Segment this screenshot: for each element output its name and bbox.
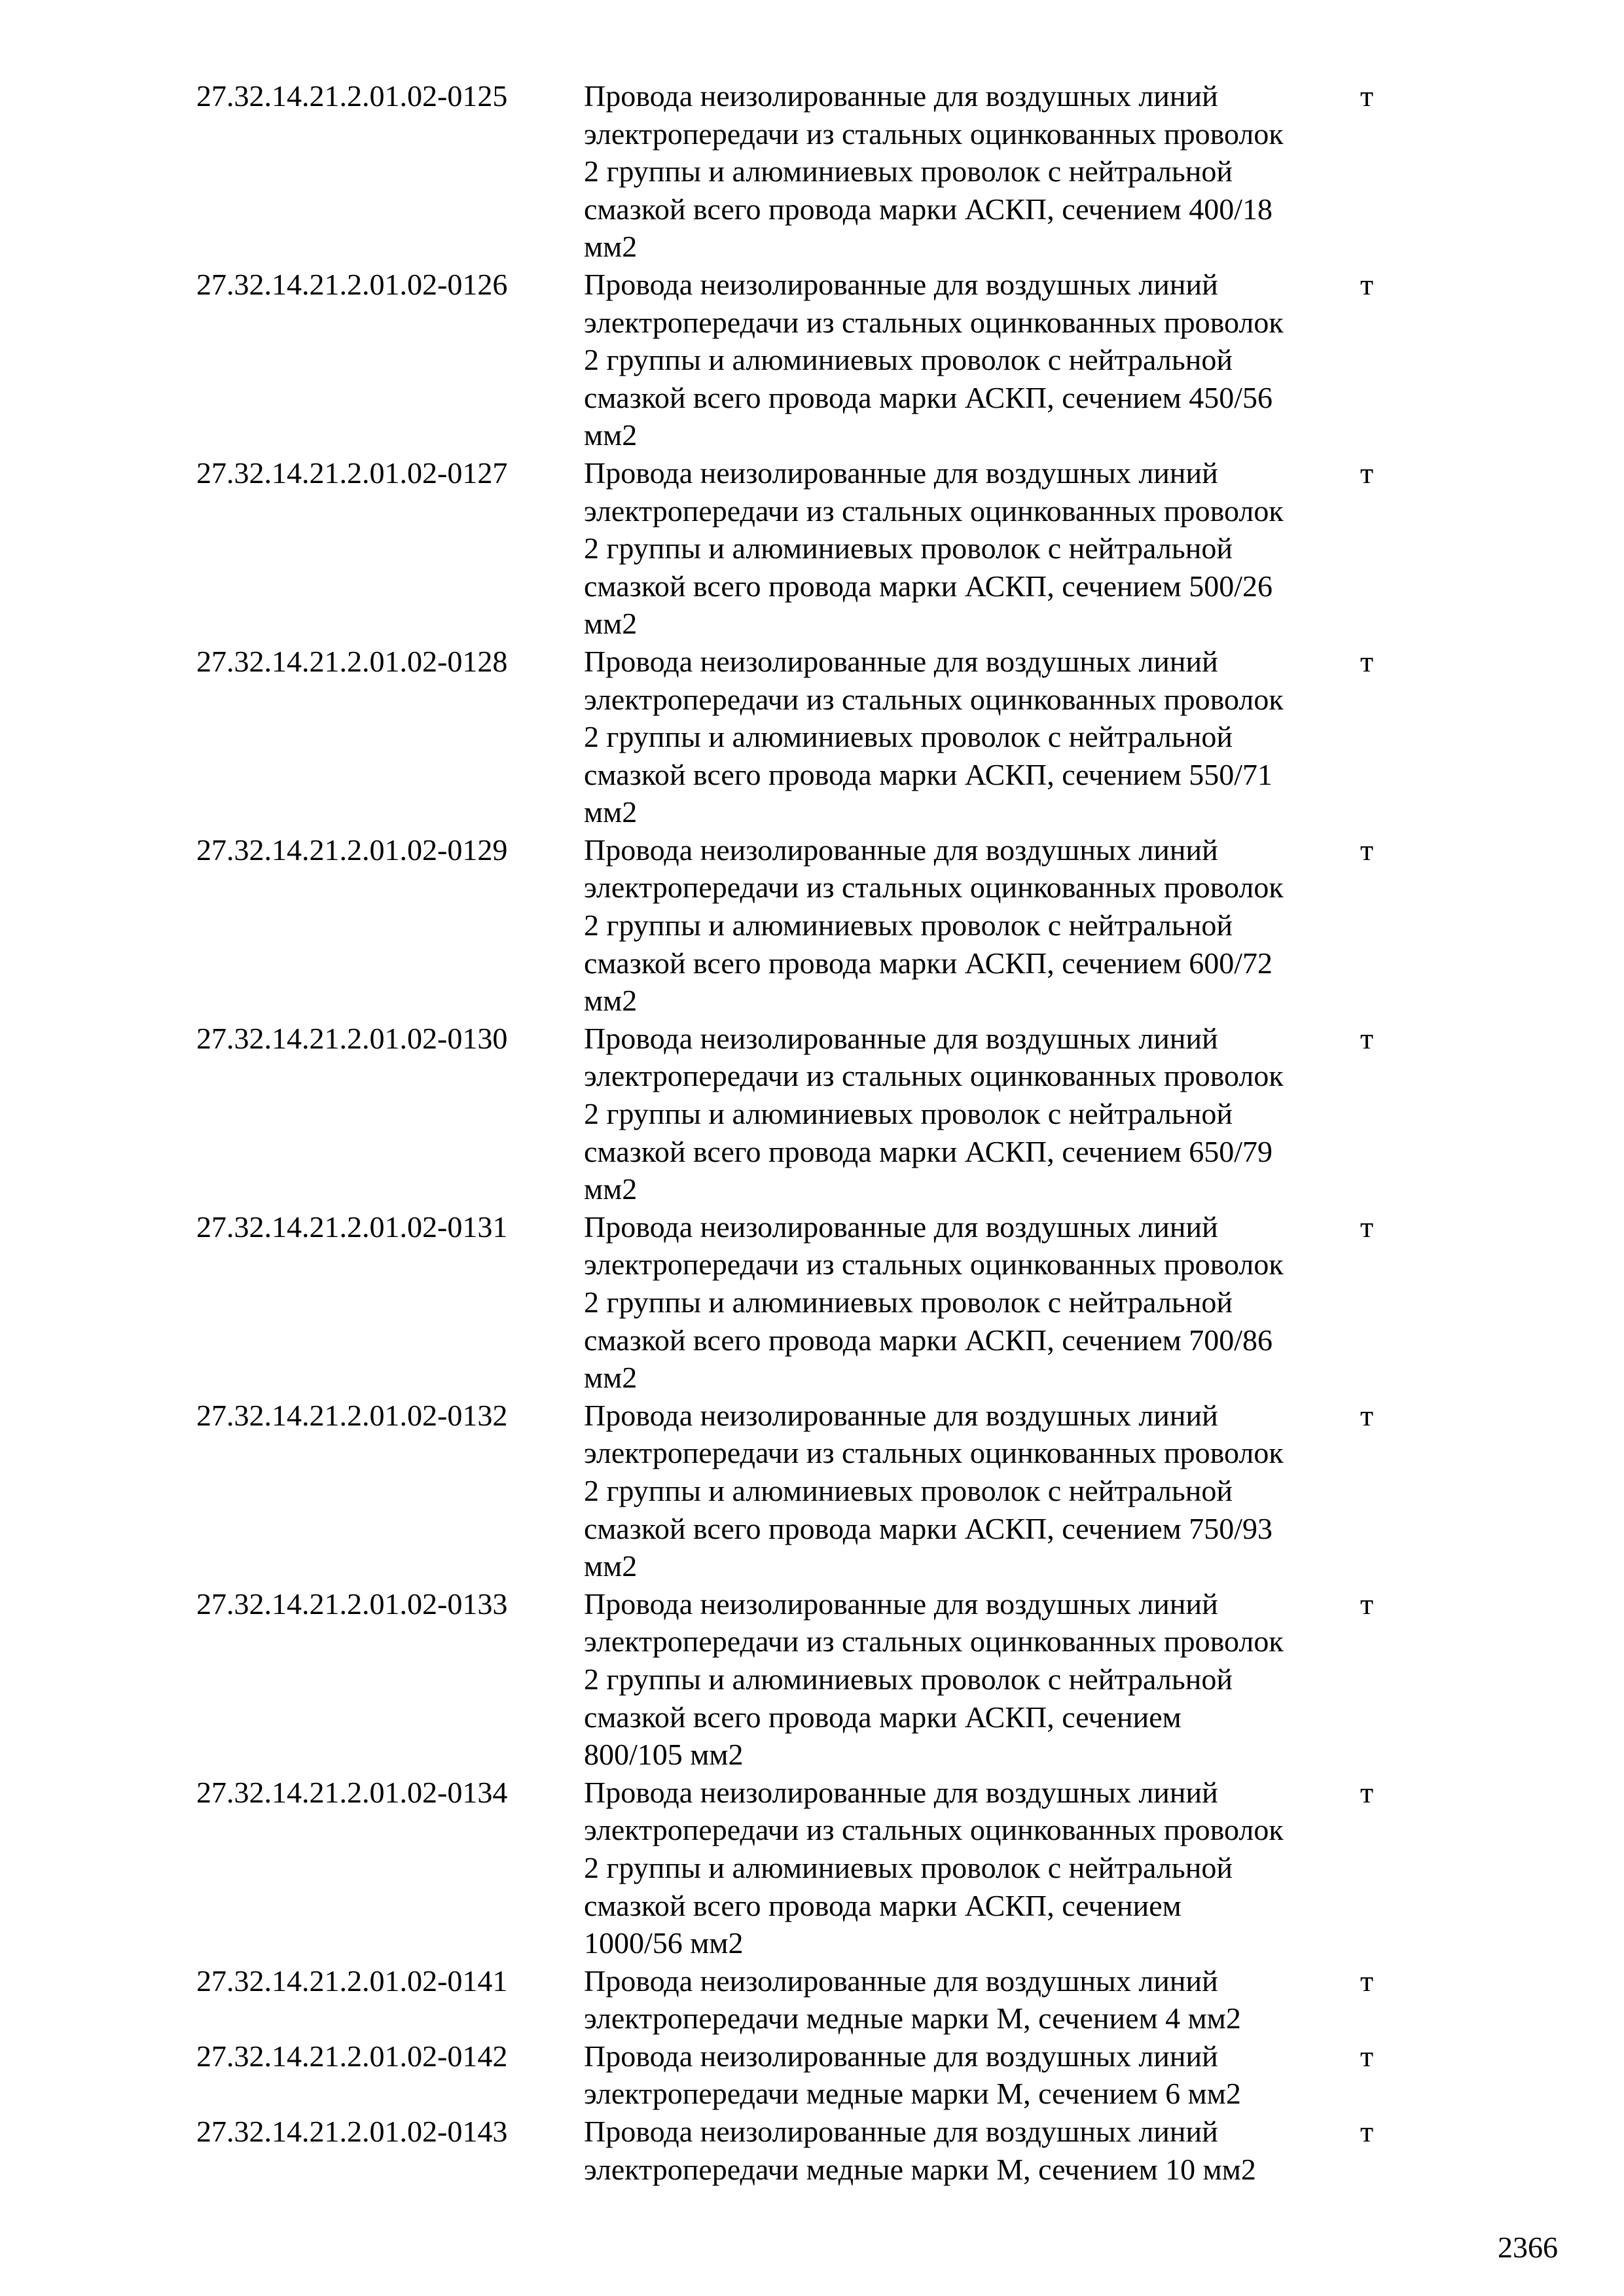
description-line: Провода неизолированные для воздушных линий	[584, 1775, 1218, 1809]
list-item	[196, 1585, 1440, 1774]
list-item	[196, 1020, 1440, 1208]
item-unit: т	[1360, 2115, 1374, 2149]
description-line: электропередачи из стальных оцинкованных проволок	[584, 117, 1284, 151]
description-line: мм2	[584, 418, 638, 452]
item-code: 27.32.14.21.2.01.02-0143	[196, 2115, 508, 2149]
description-line: 2 группы и алюминиевых проволок с нейтральной	[584, 1285, 1233, 1319]
list-item	[196, 1208, 1440, 1397]
description-line: электропередачи медные марки М, сечением 6 мм2	[584, 2077, 1241, 2111]
description-line: 2 группы и алюминиевых проволок с нейтральной	[584, 908, 1233, 942]
item-code: 27.32.14.21.2.01.02-0133	[196, 1587, 508, 1621]
list-item	[196, 454, 1440, 643]
description-line: мм2	[584, 1361, 638, 1395]
description-line: Провода неизолированные для воздушных линий	[584, 833, 1218, 867]
description-line: электропередачи медные марки М, сечением 4 мм2	[584, 2001, 1241, 2036]
item-code: 27.32.14.21.2.01.02-0131	[196, 1210, 508, 1244]
description-line: 2 группы и алюминиевых проволок с нейтральной	[584, 154, 1233, 188]
description-line: электропередачи из стальных оцинкованных проволок	[584, 305, 1284, 339]
description-line: смазкой всего провода марки АСКП, сечением 500/26	[584, 569, 1273, 603]
list-item	[196, 2113, 1440, 2188]
description-line: мм2	[584, 230, 638, 264]
description-line: 2 группы и алюминиевых проволок с нейтральной	[584, 1850, 1233, 1884]
description-line: электропередачи медные марки М, сечением 10 мм2	[584, 2152, 1256, 2186]
description-line: смазкой всего провода марки АСКП, сечением	[584, 1700, 1182, 1734]
description-line: смазкой всего провода марки АСКП, сечением 450/56	[584, 380, 1273, 414]
item-description	[584, 77, 1355, 266]
list-item	[196, 1397, 1440, 1585]
item-unit: т	[1360, 833, 1374, 867]
description-line: 2 группы и алюминиевых проволок с нейтральной	[584, 1097, 1233, 1131]
item-unit: т	[1360, 1775, 1374, 1809]
list-item	[196, 2037, 1440, 2113]
list-item	[196, 266, 1440, 454]
item-unit: т	[1360, 1021, 1374, 1055]
item-description	[584, 831, 1355, 1020]
item-unit: т	[1360, 1587, 1374, 1621]
item-unit: т	[1360, 644, 1374, 678]
description-line: Провода неизолированные для воздушных линий	[584, 1398, 1218, 1432]
item-unit: т	[1360, 267, 1374, 301]
item-code: 27.32.14.21.2.01.02-0129	[196, 833, 508, 867]
description-line: электропередачи из стальных оцинкованных проволок	[584, 682, 1284, 716]
list-item	[196, 1774, 1440, 1962]
item-unit: т	[1360, 1210, 1374, 1244]
item-description	[584, 266, 1355, 454]
description-line: Провода неизолированные для воздушных линий	[584, 644, 1218, 678]
description-line: Провода неизолированные для воздушных линий	[584, 1587, 1218, 1621]
item-unit: т	[1360, 79, 1374, 113]
description-line: мм2	[584, 984, 638, 1018]
description-line: мм2	[584, 1549, 638, 1583]
item-code: 27.32.14.21.2.01.02-0130	[196, 1021, 508, 1055]
description-line: электропередачи из стальных оцинкованных проволок	[584, 1813, 1284, 1847]
description-line: Провода неизолированные для воздушных линий	[584, 1964, 1218, 1998]
item-code: 27.32.14.21.2.01.02-0126	[196, 267, 508, 301]
item-description	[584, 2037, 1355, 2113]
description-line: смазкой всего провода марки АСКП, сечением 650/79	[584, 1134, 1273, 1168]
description-line: смазкой всего провода марки АСКП, сечением 600/72	[584, 946, 1273, 980]
item-unit: т	[1360, 2039, 1374, 2073]
description-line: 800/105 мм2	[584, 1738, 744, 1772]
item-description	[584, 2113, 1355, 2188]
description-line: Провода неизолированные для воздушных линий	[584, 2115, 1218, 2149]
list-item	[196, 1962, 1440, 2037]
description-line: 1000/56 мм2	[584, 1926, 744, 1960]
item-description	[584, 1585, 1355, 1774]
price-list	[196, 77, 1440, 2188]
description-line: Провода неизолированные для воздушных линий	[584, 79, 1218, 113]
list-item	[196, 77, 1440, 266]
description-line: электропередачи из стальных оцинкованных проволок	[584, 1059, 1284, 1093]
description-line: смазкой всего провода марки АСКП, сечением 700/86	[584, 1323, 1273, 1357]
description-line: Провода неизолированные для воздушных линий	[584, 267, 1218, 301]
description-line: 2 группы и алюминиевых проволок с нейтральной	[584, 1473, 1233, 1507]
description-line: 2 группы и алюминиевых проволок с нейтральной	[584, 531, 1233, 565]
description-line: электропередачи из стальных оцинкованных проволок	[584, 870, 1284, 905]
item-description	[584, 1774, 1355, 1962]
item-unit: т	[1360, 456, 1374, 490]
description-line: мм2	[584, 1172, 638, 1206]
description-line: 2 группы и алюминиевых проволок с нейтральной	[584, 720, 1233, 754]
item-code: 27.32.14.21.2.01.02-0128	[196, 644, 508, 678]
item-code: 27.32.14.21.2.01.02-0134	[196, 1775, 508, 1809]
item-code: 27.32.14.21.2.01.02-0132	[196, 1398, 508, 1432]
item-code: 27.32.14.21.2.01.02-0141	[196, 1964, 508, 1998]
description-line: смазкой всего провода марки АСКП, сечением	[584, 1888, 1182, 1922]
description-line: смазкой всего провода марки АСКП, сечением 400/18	[584, 192, 1273, 226]
item-description	[584, 643, 1355, 831]
description-line: мм2	[584, 607, 638, 641]
description-line: Провода неизолированные для воздушных линий	[584, 2039, 1218, 2073]
item-description	[584, 1397, 1355, 1585]
description-line: смазкой всего провода марки АСКП, сечением 750/93	[584, 1511, 1273, 1545]
list-item	[196, 831, 1440, 1020]
description-line: 2 группы и алюминиевых проволок с нейтральной	[584, 343, 1233, 377]
item-description	[584, 1208, 1355, 1397]
item-code: 27.32.14.21.2.01.02-0142	[196, 2039, 508, 2073]
description-line: мм2	[584, 795, 638, 829]
description-line: 2 группы и алюминиевых проволок с нейтральной	[584, 1662, 1233, 1696]
description-line: электропередачи из стальных оцинкованных проволок	[584, 493, 1284, 528]
description-line: электропередачи из стальных оцинкованных проволок	[584, 1247, 1284, 1282]
description-line: электропередачи из стальных оцинкованных проволок	[584, 1436, 1284, 1470]
item-description	[584, 454, 1355, 643]
description-line: Провода неизолированные для воздушных линий	[584, 1021, 1218, 1055]
item-description	[584, 1020, 1355, 1208]
list-item	[196, 643, 1440, 831]
description-line: Провода неизолированные для воздушных линий	[584, 1210, 1218, 1244]
description-line: Провода неизолированные для воздушных линий	[584, 456, 1218, 490]
item-code: 27.32.14.21.2.01.02-0125	[196, 79, 508, 113]
description-line: электропередачи из стальных оцинкованных проволок	[584, 1624, 1284, 1659]
item-code: 27.32.14.21.2.01.02-0127	[196, 456, 508, 490]
item-description	[584, 1962, 1355, 2037]
item-unit: т	[1360, 1398, 1374, 1432]
item-unit: т	[1360, 1964, 1374, 1998]
description-line: смазкой всего провода марки АСКП, сечением 550/71	[584, 757, 1273, 791]
page-number: 2366	[1498, 2231, 1558, 2264]
